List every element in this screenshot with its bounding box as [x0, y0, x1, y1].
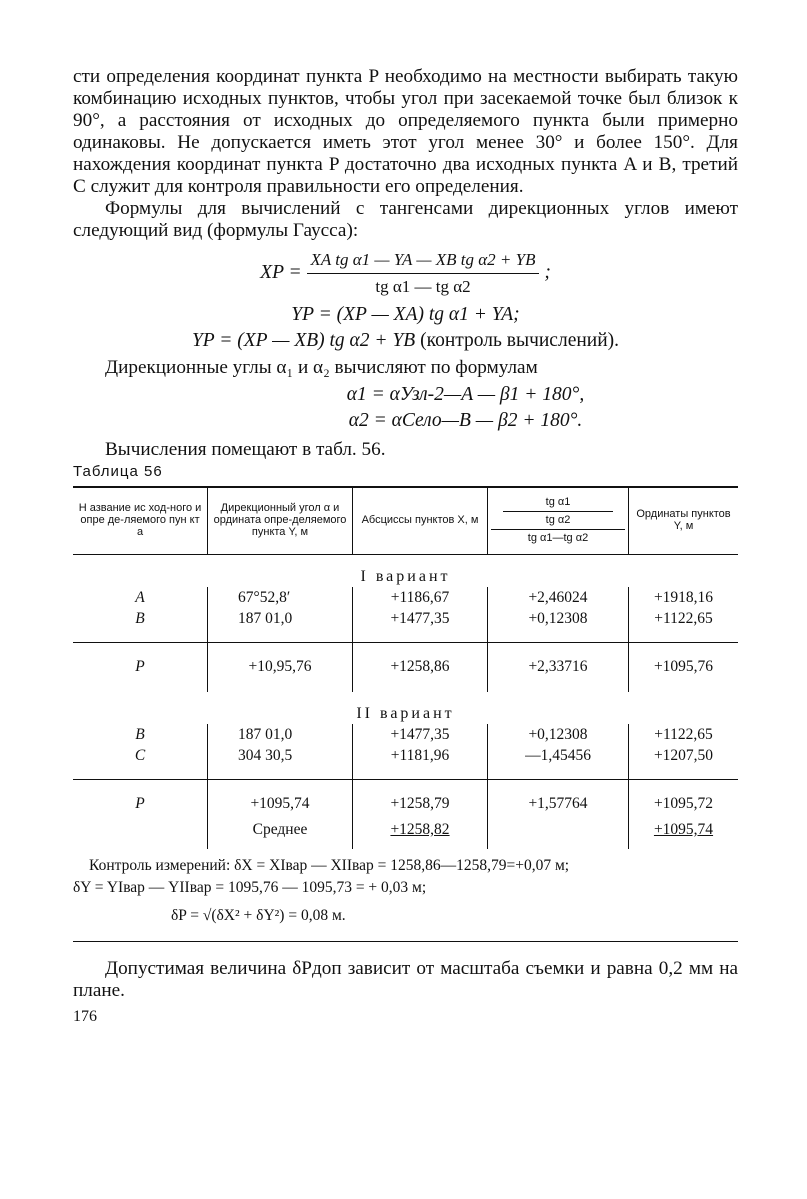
cell-tg: +0,12308 [488, 608, 629, 643]
paragraph-5: Допустимая величина δPдоп зависит от масштаба съемки и равна 0,2 мм на плане. [73, 958, 738, 1001]
page [73, 66, 738, 1026]
divider [73, 941, 738, 942]
page-number: 176 [73, 1008, 97, 1025]
cell-tg: +0,12308 [488, 724, 629, 745]
cell-y: +1095,76 [629, 643, 739, 693]
paragraph-2: Формулы для вычислений с тангенсами дирекционных углов имеют следующий вид (формулы Гаусса): [73, 198, 738, 241]
formula-yp2 [73, 329, 738, 353]
cell-x: +1181,96 [353, 745, 488, 780]
table-title: Таблица 56 [73, 463, 163, 480]
cell-x: +1477,35 [353, 608, 488, 643]
table-header-row [73, 487, 738, 555]
cell-x: +1258,86 [353, 643, 488, 693]
cell-mean-y: +1095,74 [653, 821, 714, 838]
cell-x: +1258,79 [353, 780, 488, 815]
cell-angle: 304 30,5 [208, 745, 353, 780]
cell-angle: +1095,74 [208, 780, 353, 815]
cell-tg: —1,45456 [488, 745, 629, 780]
formula-xp-left: XP = [260, 261, 302, 283]
cell-y: +1122,65 [629, 608, 739, 643]
formula-xp-end: ; [544, 261, 551, 283]
table-row [73, 780, 738, 815]
formula-xp-denominator: tg α1 — tg α2 [375, 277, 471, 296]
header-point-name: Н азвание ис ход-ного и опре де-ляемого пун кт а [78, 502, 202, 538]
paragraph-3: Дирекционные углы α₁ и α₂ вычисляют по формулам [105, 357, 538, 378]
table-56 [73, 486, 738, 849]
cell-tg: +1,57764 [488, 780, 629, 815]
cell-name: C [134, 747, 146, 764]
control-line-2: δY = YIвар — YIIвар = 1095,76 — 1095,73 = + 0,03 м; [73, 879, 427, 896]
table-row [73, 724, 738, 745]
cell-empty [488, 814, 629, 849]
formula-yp2-eq: YP = (XP — XB) tg α2 + YB [191, 330, 416, 351]
table-row [73, 587, 738, 608]
cell-tg: +2,33716 [488, 643, 629, 693]
cell-y: +1122,65 [629, 724, 739, 745]
formula-yp1: YP = (XP — XA) tg α1 + YA; [291, 304, 520, 325]
header-tg-diff: tg α1—tg α2 [491, 529, 625, 544]
table-row [73, 643, 738, 693]
cell-tg: +2,46024 [488, 587, 629, 608]
variant-2-label: II вариант [356, 705, 455, 722]
header-tangent [488, 487, 629, 555]
header-tg-a2: tg α2 [503, 511, 613, 526]
cell-angle: 187 01,0 [208, 724, 353, 745]
cell-name: P [135, 658, 145, 675]
variant-1-label: I вариант [360, 568, 451, 585]
table-row [73, 608, 738, 643]
header-tg-a1: tg α1 [545, 496, 571, 508]
cell-empty [73, 814, 208, 849]
cell-x: +1477,35 [353, 724, 488, 745]
cell-mean-label: Среднее [208, 814, 353, 849]
header-abscissa: Абсциссы пунктов X, м [353, 487, 488, 555]
formula-xp-fraction [307, 248, 540, 299]
control-block [73, 855, 738, 927]
cell-angle: 187 01,0 [208, 608, 353, 643]
cell-angle: 67°52,8′ [208, 587, 353, 608]
paragraph-1: сти определения координат пункта P необходимо на местности выбирать такую комбинацию исходных пунктов, чтобы угол при засекаемой точке был близок к 90°, а расстояния от исходных до определяемого пункта были примерно одинаковы. Не допускается иметь этот угол менее 30° и более 150°. Для нахождения координат пункта P достаточно два исходных пункта A и B, третий C служит для контроля правильности его определения. [73, 66, 738, 197]
cell-x: +1186,67 [353, 587, 488, 608]
cell-name: P [135, 795, 145, 812]
cell-name: B [135, 610, 145, 627]
formula-yp2-note: (контроль вычислений). [420, 330, 620, 351]
formula-xp [73, 248, 738, 299]
table-row-mean [73, 814, 738, 849]
paragraph-4: Вычисления помещают в табл. 56. [105, 439, 386, 460]
formula-a2: α2 = αСело—B — β2 + 180°. [348, 410, 583, 431]
cell-name: A [135, 589, 145, 606]
control-line-1: Контроль измерений: δX = XIвар — XIIвар = 1258,86—1258,79=+0,07 м; [89, 857, 570, 874]
variant-row [73, 555, 738, 588]
formula-a1: α1 = αУзл-2—A — β1 + 180°, [346, 384, 585, 405]
table-row [73, 745, 738, 780]
control-line-3: δP = √(δX² + δY²) = 0,08 м. [171, 907, 346, 924]
formula-xp-numerator: XA tg α1 — YA — XB tg α2 + YB [307, 248, 540, 274]
cell-name: B [135, 726, 145, 743]
header-ordinate: Ординаты пунктов Y, м [629, 487, 739, 555]
cell-mean-x: +1258,82 [390, 821, 450, 838]
cell-y: +1207,50 [629, 745, 739, 780]
cell-y: +1095,72 [629, 780, 739, 815]
variant-row [73, 692, 738, 724]
cell-angle: +10,95,76 [208, 643, 353, 693]
cell-y: +1918,16 [629, 587, 739, 608]
header-angle: Дирекционный угол α и ордината опре-деляемого пункта Y, м [208, 487, 353, 555]
